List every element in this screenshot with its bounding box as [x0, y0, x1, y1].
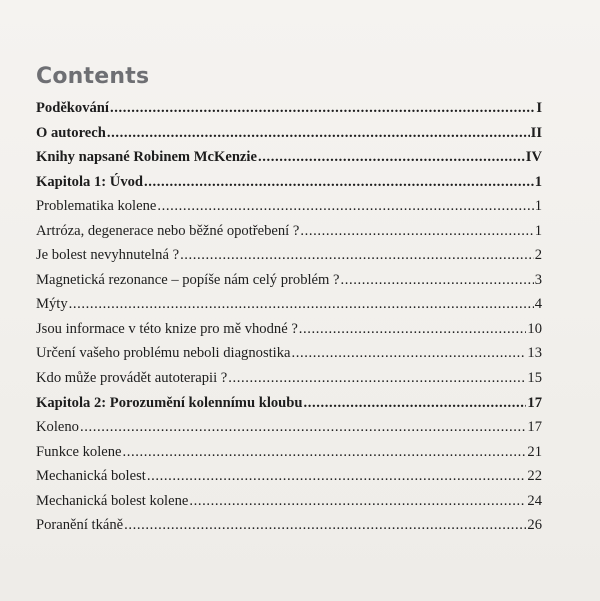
toc-entry-page: II	[530, 124, 542, 141]
toc-leader-dots	[157, 198, 533, 215]
toc-entry-title: Knihy napsané Robinem McKenzie	[36, 149, 257, 166]
toc-leader-dots	[228, 370, 526, 387]
toc-entry-page: 1	[534, 222, 542, 239]
toc-entry	[36, 174, 542, 199]
toc-entry-page: I	[536, 100, 542, 116]
toc-leader-dots	[341, 272, 534, 289]
toc-entry	[36, 247, 542, 272]
toc-entry	[36, 370, 542, 395]
toc-entry	[36, 468, 542, 493]
toc-entry-title: Poranění tkáně	[36, 517, 124, 534]
toc-entry	[36, 149, 542, 174]
toc-entry-page: 26	[527, 517, 542, 534]
toc-leader-dots	[107, 125, 530, 142]
toc-entry-page: 3	[534, 271, 542, 288]
toc-leader-dots	[144, 174, 534, 191]
toc-entry	[36, 419, 542, 444]
toc-entry-page: 4	[534, 296, 542, 313]
toc-entry-page: 17	[527, 394, 542, 411]
table-of-contents	[36, 100, 542, 542]
toc-leader-dots	[299, 321, 527, 338]
toc-entry-page: 24	[527, 492, 542, 509]
toc-entry	[36, 444, 542, 469]
toc-entry	[36, 395, 542, 420]
toc-entry-page: IV	[525, 149, 542, 166]
toc-entry	[36, 517, 542, 542]
toc-entry-title: O autorech	[36, 124, 106, 141]
toc-entry-page: 10	[527, 320, 542, 337]
toc-leader-dots	[189, 493, 526, 510]
contents-heading: Contents	[36, 64, 150, 89]
toc-entry-page: 21	[527, 443, 542, 460]
toc-entry-page: 1	[534, 198, 542, 215]
toc-entry	[36, 296, 542, 321]
toc-entry-title: Funkce kolene	[36, 443, 122, 460]
toc-leader-dots	[300, 223, 533, 240]
toc-entry-title: Koleno	[36, 419, 79, 436]
toc-entry-title: Jsou informace v této knize pro mě vhodné ?	[36, 320, 298, 337]
toc-entry-title: Je bolest nevyhnutelná ?	[36, 247, 180, 264]
toc-entry	[36, 100, 542, 125]
toc-entry-page: 13	[527, 345, 542, 362]
toc-entry-title: Mýty	[36, 296, 68, 313]
toc-entry-title: Určení vašeho problému neboli diagnostika	[36, 345, 291, 362]
toc-entry-title: Mechanická bolest kolene	[36, 492, 189, 509]
toc-entry-title: Kapitola 1: Úvod	[36, 173, 144, 190]
toc-leader-dots	[123, 444, 527, 461]
toc-entry-page: 1	[534, 173, 542, 190]
toc-leader-dots	[80, 419, 526, 436]
toc-leader-dots	[180, 247, 534, 264]
toc-entry-title: Kapitola 2: Porozumění kolennímu kloubu	[36, 394, 303, 411]
toc-entry-title: Kdo může provádět autoterapii ?	[36, 370, 228, 387]
toc-entry-title: Mechanická bolest	[36, 468, 146, 485]
toc-entry	[36, 493, 542, 518]
toc-leader-dots	[147, 468, 527, 485]
toc-entry	[36, 198, 542, 223]
toc-entry	[36, 272, 542, 297]
toc-leader-dots	[292, 345, 527, 362]
toc-entry-title: Magnetická rezonance – popíše nám celý problém ?	[36, 271, 340, 288]
toc-entry-page: 15	[527, 370, 542, 387]
toc-entry-page: 17	[527, 419, 542, 436]
toc-entry-title: Artróza, degenerace nebo běžné opotřebení ?	[36, 222, 300, 239]
toc-leader-dots	[69, 296, 534, 313]
toc-leader-dots	[110, 100, 535, 117]
toc-entry	[36, 125, 542, 150]
toc-entry	[36, 223, 542, 248]
toc-entry-title: Problematika kolene	[36, 198, 157, 215]
toc-entry-title: Poděkování	[36, 100, 109, 116]
toc-entry-page: 2	[534, 247, 542, 264]
toc-entry-page: 22	[527, 468, 542, 485]
toc-leader-dots	[124, 517, 526, 534]
toc-entry	[36, 345, 542, 370]
toc-leader-dots	[304, 395, 527, 412]
toc-leader-dots	[258, 149, 525, 166]
toc-entry	[36, 321, 542, 346]
